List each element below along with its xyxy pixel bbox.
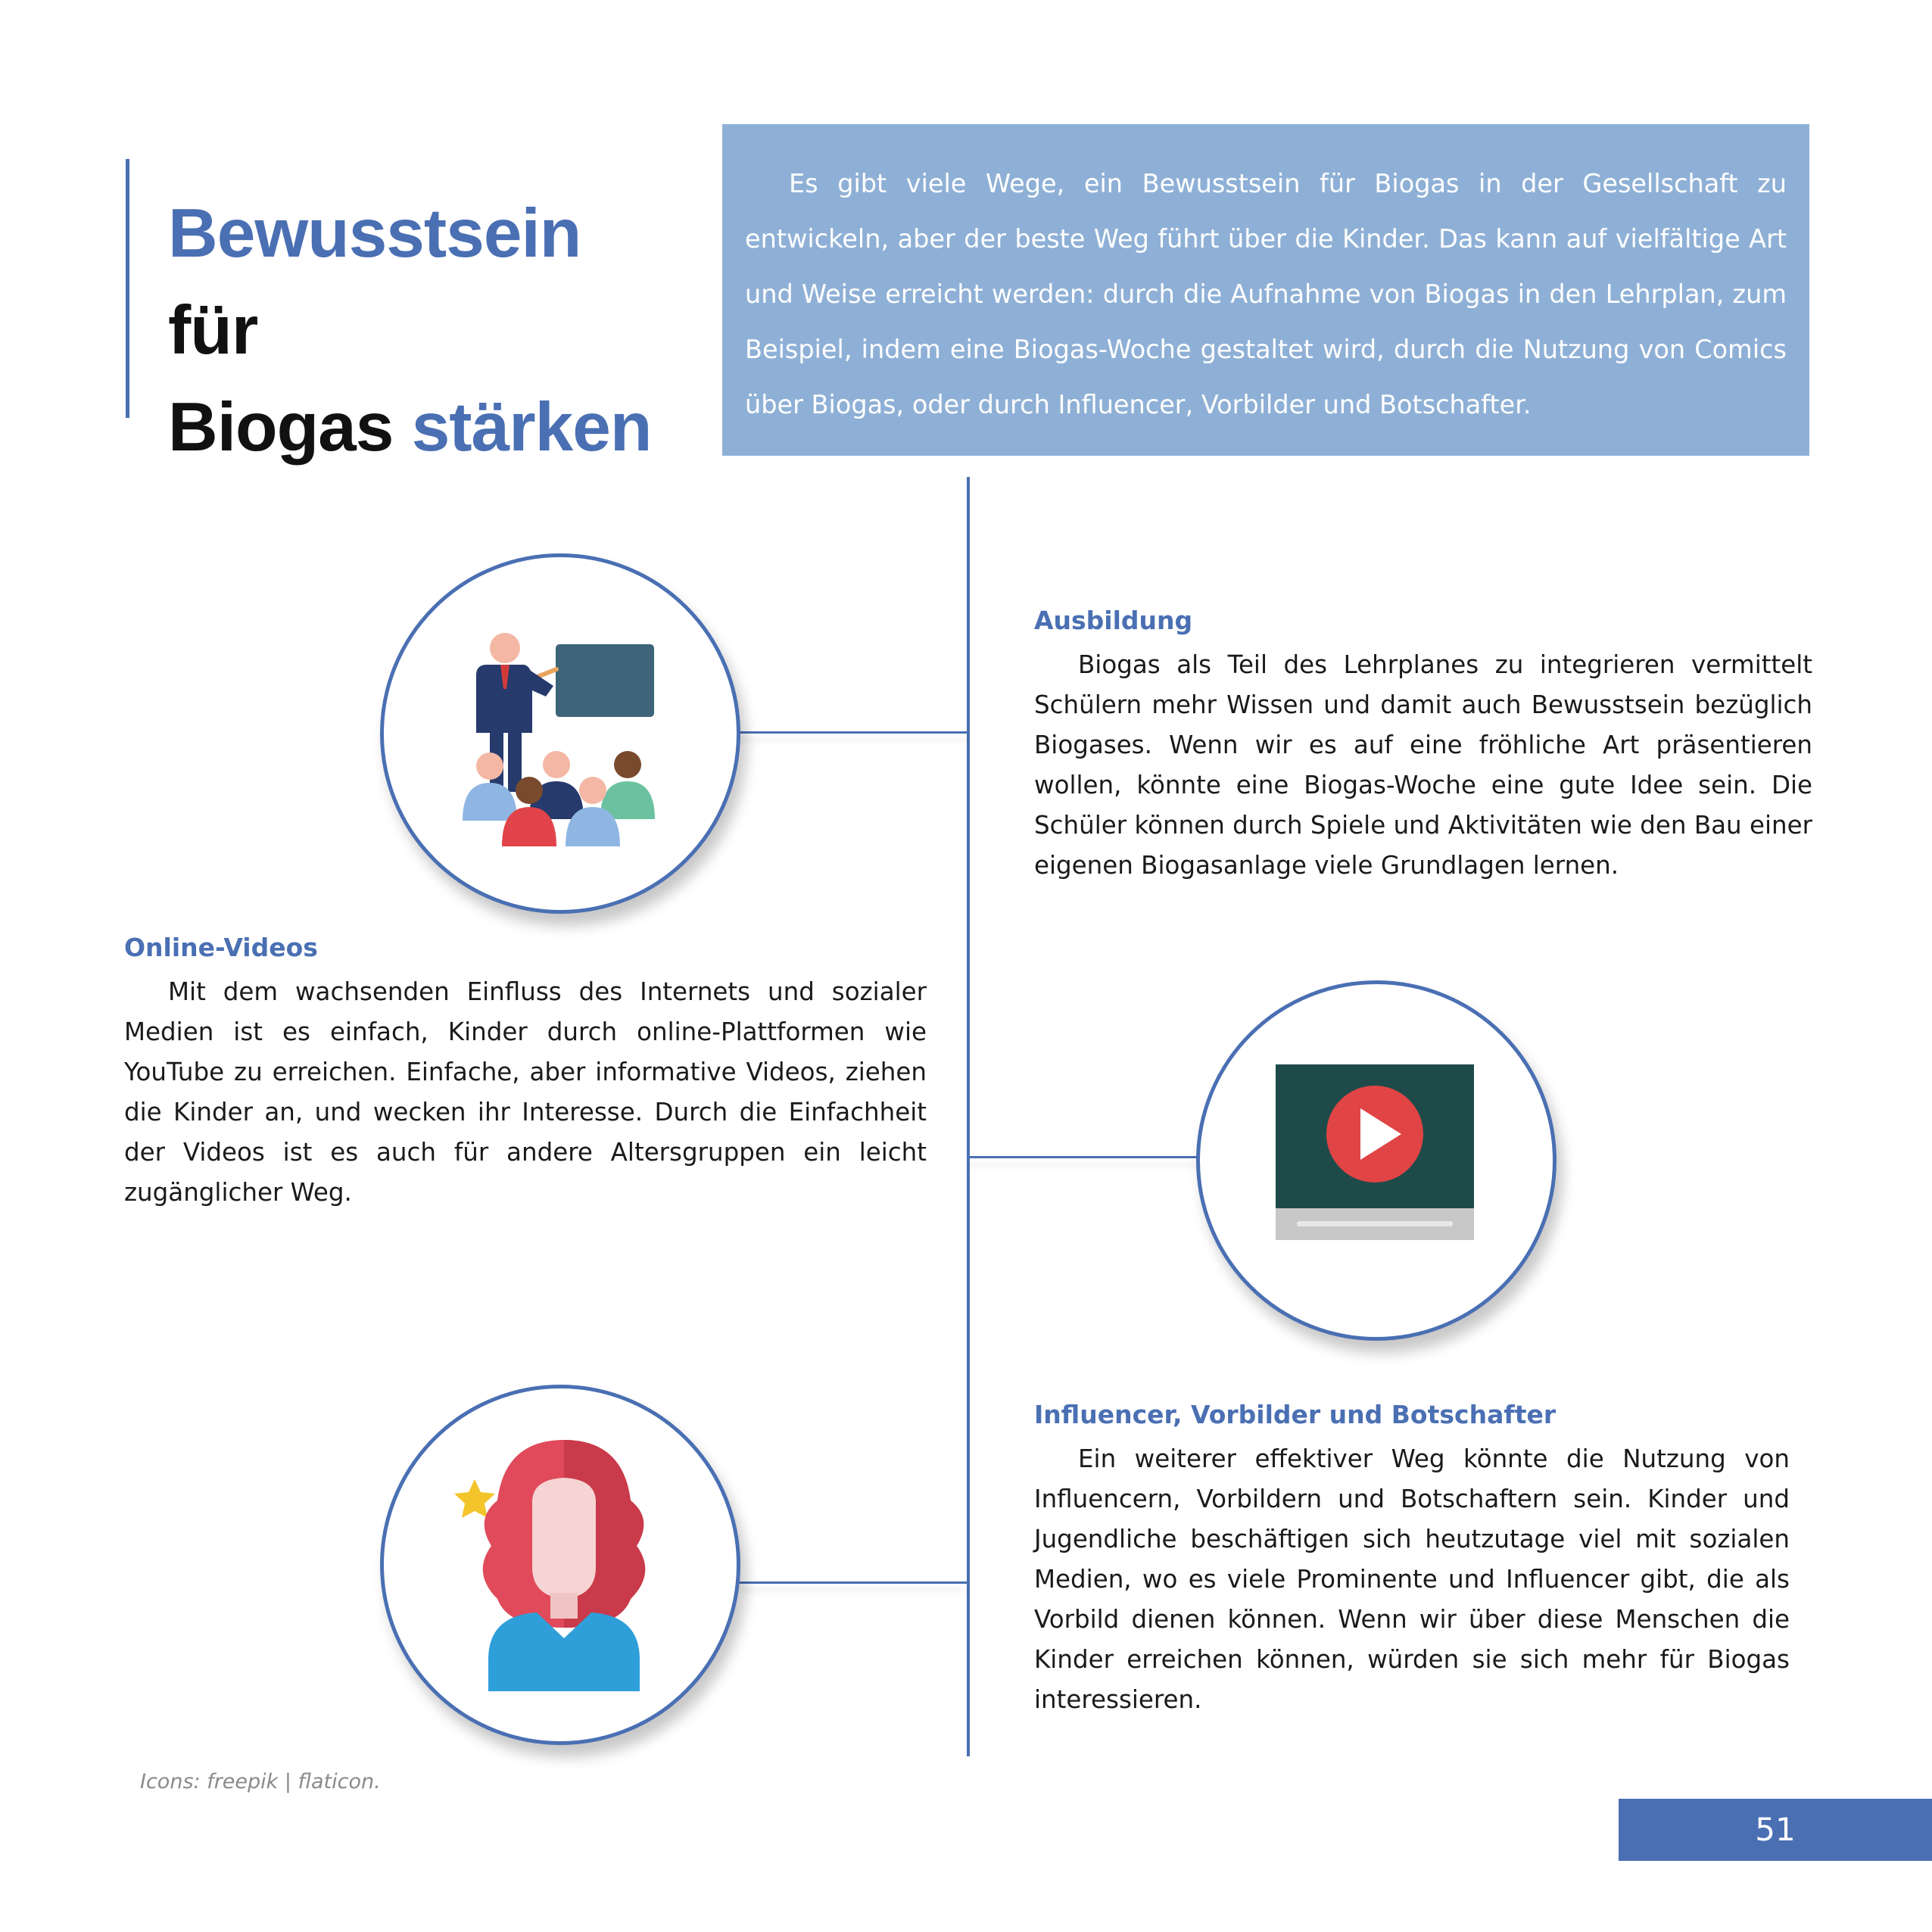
title-accent-bar (126, 159, 129, 418)
influencer-woman-icon (384, 1388, 737, 1741)
page-title (168, 185, 683, 476)
video-play-icon (1200, 984, 1553, 1337)
section-heading: Influencer, Vorbilder und Botschafter (1034, 1400, 1557, 1429)
section-body: Mit dem wachsenden Einfluss des Internets und sozialer Medien ist es einfach, Kinder durch online-Plattformen wie YouTube zu erreichen. Einfache, aber informative Videos, ziehen die Kinder an, und wecken ihr Interesse. Durch die Einfachheit der Videos ist es auch für andere Altersgruppen ein leicht zugänglicher Weg. (124, 977, 927, 1207)
timeline-vertical-line (967, 477, 970, 1756)
classroom-circle (380, 553, 740, 914)
connector-classroom (738, 731, 968, 734)
icon-credit: Icons: freepik | flaticon. (140, 1770, 381, 1793)
title-word-biogas: Biogas (168, 389, 412, 466)
page-number: 51 (1619, 1799, 1932, 1861)
title-word-bewusstsein: Bewusstsein (168, 195, 581, 272)
connector-video (968, 1156, 1200, 1158)
intro-box: Es gibt viele Wege, ein Bewusstsein für Biogas in der Gesellschaft zu entwickeln, aber der beste Weg führt über die Kinder. Das kann auf vielfältige Art und Weise erreicht werden: durch die Aufnahme von Biogas in den Lehrplan, zum Beispiel, indem eine Biogas-Woche gestaltet wird, durch die Nutzung von Comics über Biogas, oder durch Influencer, Vorbilder und Botschafter. (722, 124, 1809, 456)
influencer-circle (380, 1385, 740, 1745)
title-word-staerken: stärken (411, 389, 652, 466)
teacher-classroom-icon (384, 557, 737, 910)
section-influencer (1034, 1398, 1790, 1720)
section-ausbildung (1034, 604, 1812, 886)
section-heading: Ausbildung (1034, 606, 1193, 635)
video-circle (1196, 980, 1557, 1341)
connector-influencer (738, 1581, 968, 1584)
section-heading: Online-Videos (124, 933, 318, 962)
section-online-videos (124, 931, 927, 1213)
section-body: Biogas als Teil des Lehrplanes zu integrieren vermittelt Schülern mehr Wissen und damit auch Bewusstsein bezüglich Biogases. Wenn wir es auf eine fröhliche Art präsentieren wollen, könnte eine Biogas-Woche eine gute Idee sein. Die Schüler können durch Spiele und Aktivitäten wie den Bau einer eigenen Biogasanlage viele Grundlagen lernen. (1034, 650, 1812, 880)
section-body: Ein weiterer effektiver Weg könnte die Nutzung von Influencern, Vorbildern und Botschaftern sein. Kinder und Jugendliche beschäftigen sich heutzutage viel mit sozialen Medien, wo es viele Prominente und Influencer gibt, die als Vorbild dienen können. Wenn wir über diese Menschen die Kinder erreichen können, würden sie sich mehr für Biogas interessieren. (1034, 1444, 1790, 1714)
title-word-fuer: für (168, 292, 258, 369)
